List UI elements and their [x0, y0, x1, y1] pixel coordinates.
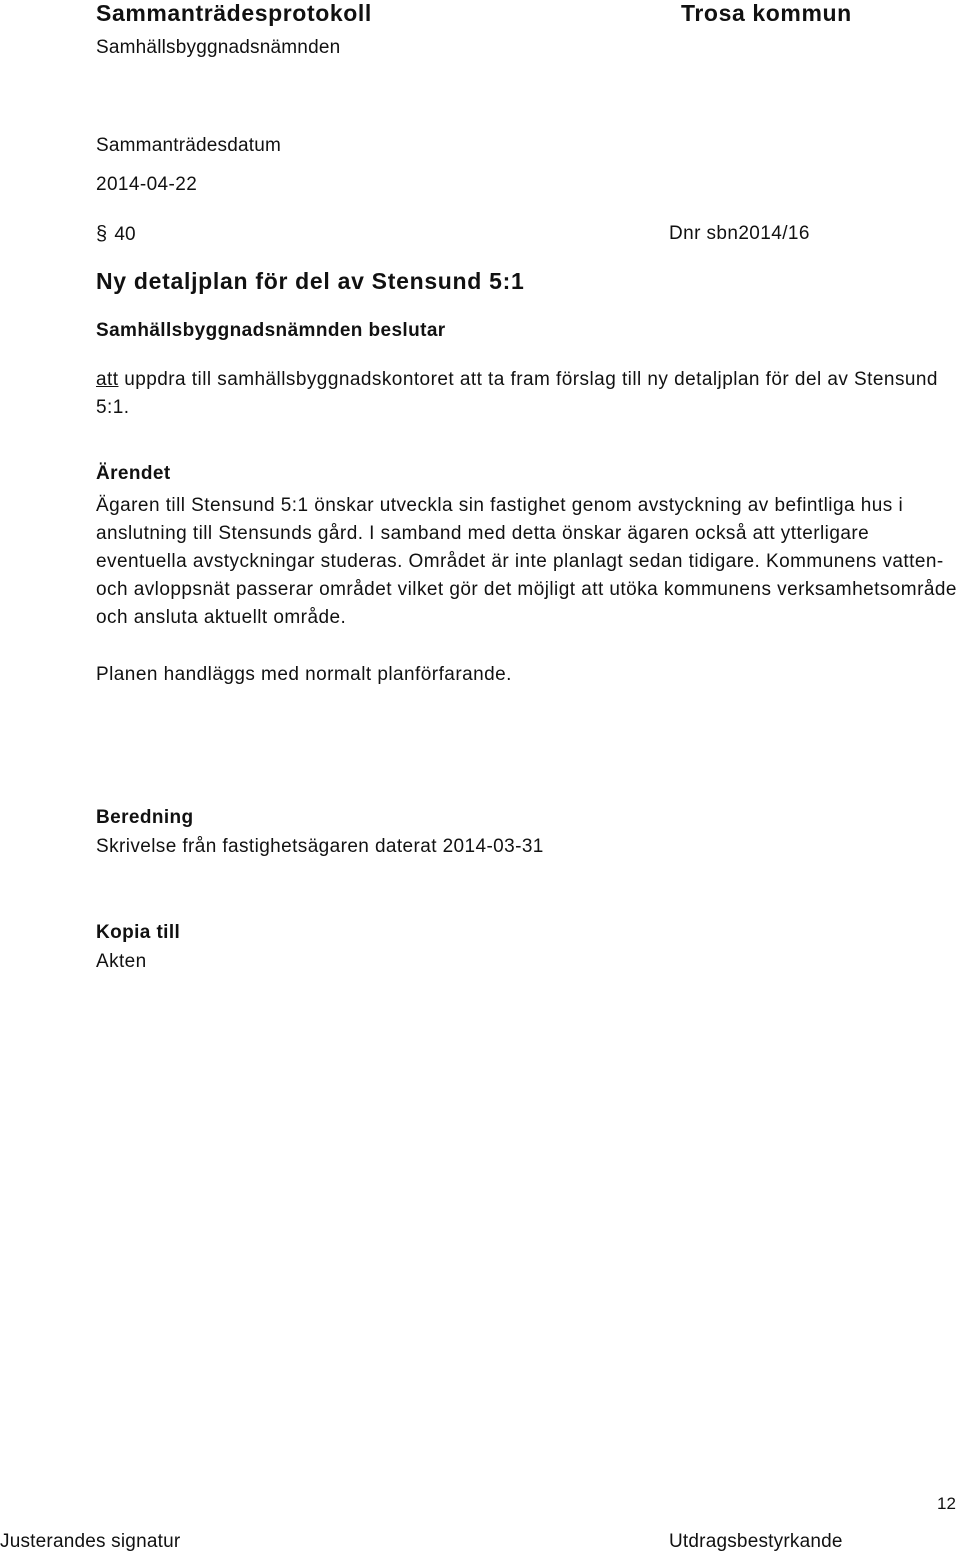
committee-name: Samhällsbyggnadsnämnden [96, 37, 341, 58]
case-title: Ny detaljplan för del av Stensund 5:1 [96, 268, 525, 294]
municipality-name: Trosa kommun [681, 0, 852, 26]
paragraph-number: 40 [114, 224, 136, 245]
decision-text [96, 366, 960, 422]
paragraph-number-row [96, 223, 136, 246]
page-number: 12 [937, 1494, 956, 1513]
decision-heading: Samhällsbyggnadsnämnden beslutar [96, 320, 446, 341]
arendet-text: Ägaren till Stensund 5:1 önskar utveckla sin fastighet genom avstyckning av befintliga hus i anslutning till Stensunds gård. I samband med detta önskar ägaren också att ytterligare eventuella avstyckningar studeras. Området är inte planlagt sedan tidigare. Kommunens vatten- och avloppsnät passerar området vilket gör det möjligt att utöka kommunens verksamhetsområde och ansluta aktuellt område. [96, 495, 957, 628]
meeting-date: 2014-04-22 [96, 174, 198, 195]
procedure-text: Planen handläggs med normalt planförfarande. [96, 664, 512, 685]
section-sign-icon: § [96, 223, 108, 245]
decision-body: uppdra till samhällsbyggnadskontoret att ta fram förslag till ny detaljplan för del av Stensund 5:1. [96, 369, 938, 418]
copy-to-heading: Kopia till [96, 922, 181, 943]
document-title: Sammanträdesprotokoll [96, 0, 372, 26]
signature-label: Justerandes signatur [0, 1531, 181, 1552]
extract-certification-label: Utdragsbestyrkande [669, 1531, 843, 1552]
case-number: Dnr sbn2014/16 [669, 223, 810, 244]
arendet-heading: Ärendet [96, 463, 171, 484]
beredning-text: Skrivelse från fastighetsägaren daterat 2014-03-31 [96, 836, 544, 857]
beredning-heading: Beredning [96, 807, 194, 828]
decision-att: att [96, 369, 119, 390]
copy-to-text: Akten [96, 951, 147, 972]
meeting-date-label: Sammanträdesdatum [96, 135, 282, 156]
